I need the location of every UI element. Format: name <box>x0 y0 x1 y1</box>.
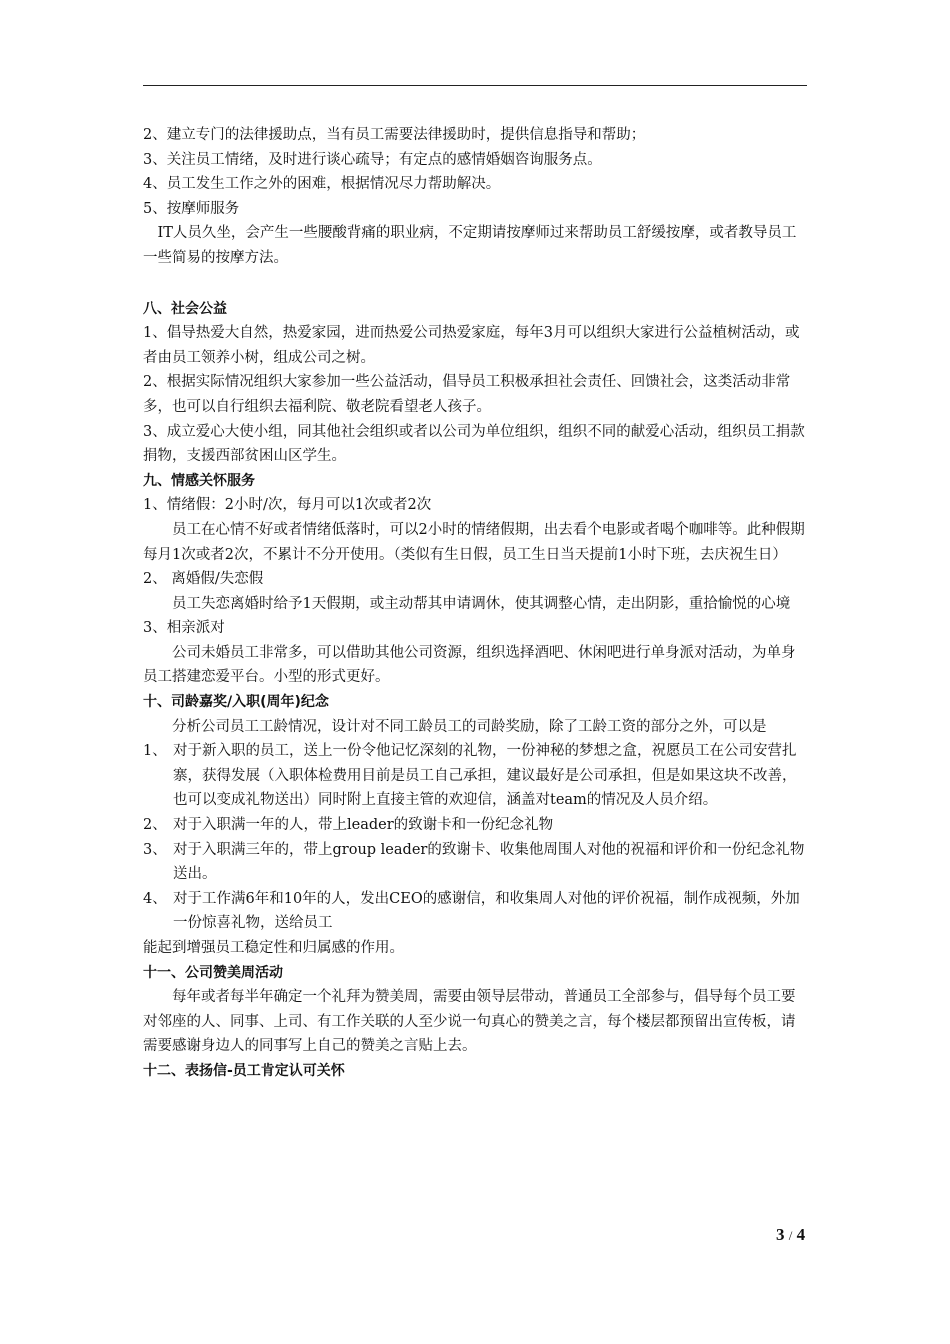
list-number: 1、 <box>143 743 167 760</box>
document-body <box>143 123 807 1084</box>
list-number: 2、 <box>143 817 167 834</box>
paragraph: 3、关注员工情绪，及时进行谈心疏导；有定点的感情婚姻咨询服务点。 <box>143 151 602 168</box>
header-rule <box>143 85 807 86</box>
section-heading: 十二、表扬信-员工肯定认可关怀 <box>143 1062 345 1079</box>
list-number: 4、 <box>143 890 167 907</box>
paragraph: 分析公司员工工龄情况，设计对不同工龄员工的司龄奖励，除了工龄工资的部分之外，可以是 <box>172 718 767 735</box>
list-item <box>143 739 807 813</box>
list-text: 对于新入职的员工，送上一份令他记忆深刻的礼物，一份神秘的梦想之盒，祝愿员工在公司安营扎寨，获得发展（入职体检费用目前是员工自己承担，建议最好是公司承担，但是如果这块不改善，也可以变成礼物送出）同时附上直接主管的欢迎信，涵盖对team的情况及人员介绍。 <box>173 743 797 809</box>
list-text: 对于入职满三年的，带上group leader的致谢卡、收集他周围人对他的祝福和评价和一份纪念礼物送出。 <box>173 841 805 883</box>
list-item <box>143 887 807 936</box>
paragraph: 2、根据实际情况组织大家参加一些公益活动，倡导员工积极承担社会责任、回馈社会，这类活动非常多，也可以自行组织去福利院、敬老院看望老人孩子。 <box>143 374 791 415</box>
paragraph: IT人员久坐，会产生一些腰酸背痛的职业病，不定期请按摩师过来帮助员工舒缓按摩，或者教导员工一些简易的按摩方法。 <box>143 225 797 266</box>
list-item <box>143 813 807 838</box>
list-text: 对于工作满6年和10年的人，发出CEO的感谢信，和收集周人对他的评价祝福，制作成视频，外加一份惊喜礼物，送给员工 <box>173 890 800 932</box>
paragraph: 1、情绪假：2小时/次，每月可以1次或者2次 <box>143 497 432 514</box>
page-number <box>776 1225 805 1245</box>
section-heading: 八、社会公益 <box>143 300 227 317</box>
paragraph: 4、员工发生工作之外的困难，根据情况尽力帮助解决。 <box>143 176 501 193</box>
section-heading: 九、情感关怀服务 <box>143 472 255 489</box>
page-total: 4 <box>796 1225 806 1244</box>
paragraph: 3、相亲派对 <box>143 620 225 637</box>
list-number: 3、 <box>143 841 167 858</box>
paragraph: 2、 离婚假/失恋假 <box>143 571 264 588</box>
spacer <box>143 271 807 297</box>
list-item <box>143 838 807 887</box>
page-separator: / <box>788 1228 793 1243</box>
section-heading: 十一、公司赞美周活动 <box>143 964 283 981</box>
paragraph: 3、成立爱心大使小组，同其他社会组织或者以公司为单位组织，组织不同的献爱心活动，组织员工捐款捐物，支援西部贫困山区学生。 <box>143 423 805 465</box>
page-current: 3 <box>776 1225 785 1244</box>
list-text: 对于入职满一年的人，带上leader的致谢卡和一份纪念礼物 <box>173 817 554 834</box>
paragraph: 能起到增强员工稳定性和归属感的作用。 <box>143 940 404 956</box>
paragraph: 公司未婚员工非常多，可以借助其他公司资源，组织选择酒吧、休闲吧进行单身派对活动，为单身员工搭建恋爱平台。小型的形式更好。 <box>143 644 796 686</box>
paragraph: 1、倡导热爱大自然，热爱家园，进而热爱公司热爱家庭，每年3月可以组织大家进行公益植树活动，或者由员工领养小树，组成公司之树。 <box>143 325 800 366</box>
paragraph: 员工在心情不好或者情绪低落时，可以2小时的情绪假期，出去看个电影或者喝个咖啡等。此种假期每月1次或者2次，不累计不分开使用。（类似有生日假，员工生日当天提前1小时下班，去庆祝生日） <box>143 521 805 563</box>
paragraph: 员工失恋离婚时给予1天假期，或主动帮其申请调休，使其调整心情，走出阴影，重拾愉悦的心境 <box>172 595 791 612</box>
section-heading: 十、司龄嘉奖/入职(周年)纪念 <box>143 694 329 711</box>
paragraph: 5、按摩师服务 <box>143 200 240 217</box>
paragraph: 每年或者每半年确定一个礼拜为赞美周，需要由领导层带动，普通员工全部参与，倡导每个员工要对邻座的人、同事、上司、有工作关联的人至少说一句真心的赞美之言，每个楼层都预留出宣传板，请需要感谢身边人的同事写上自己的赞美之言贴上去。 <box>143 989 796 1055</box>
paragraph: 2、建立专门的法律援助点，当有员工需要法律援助时，提供信息指导和帮助； <box>143 127 646 143</box>
